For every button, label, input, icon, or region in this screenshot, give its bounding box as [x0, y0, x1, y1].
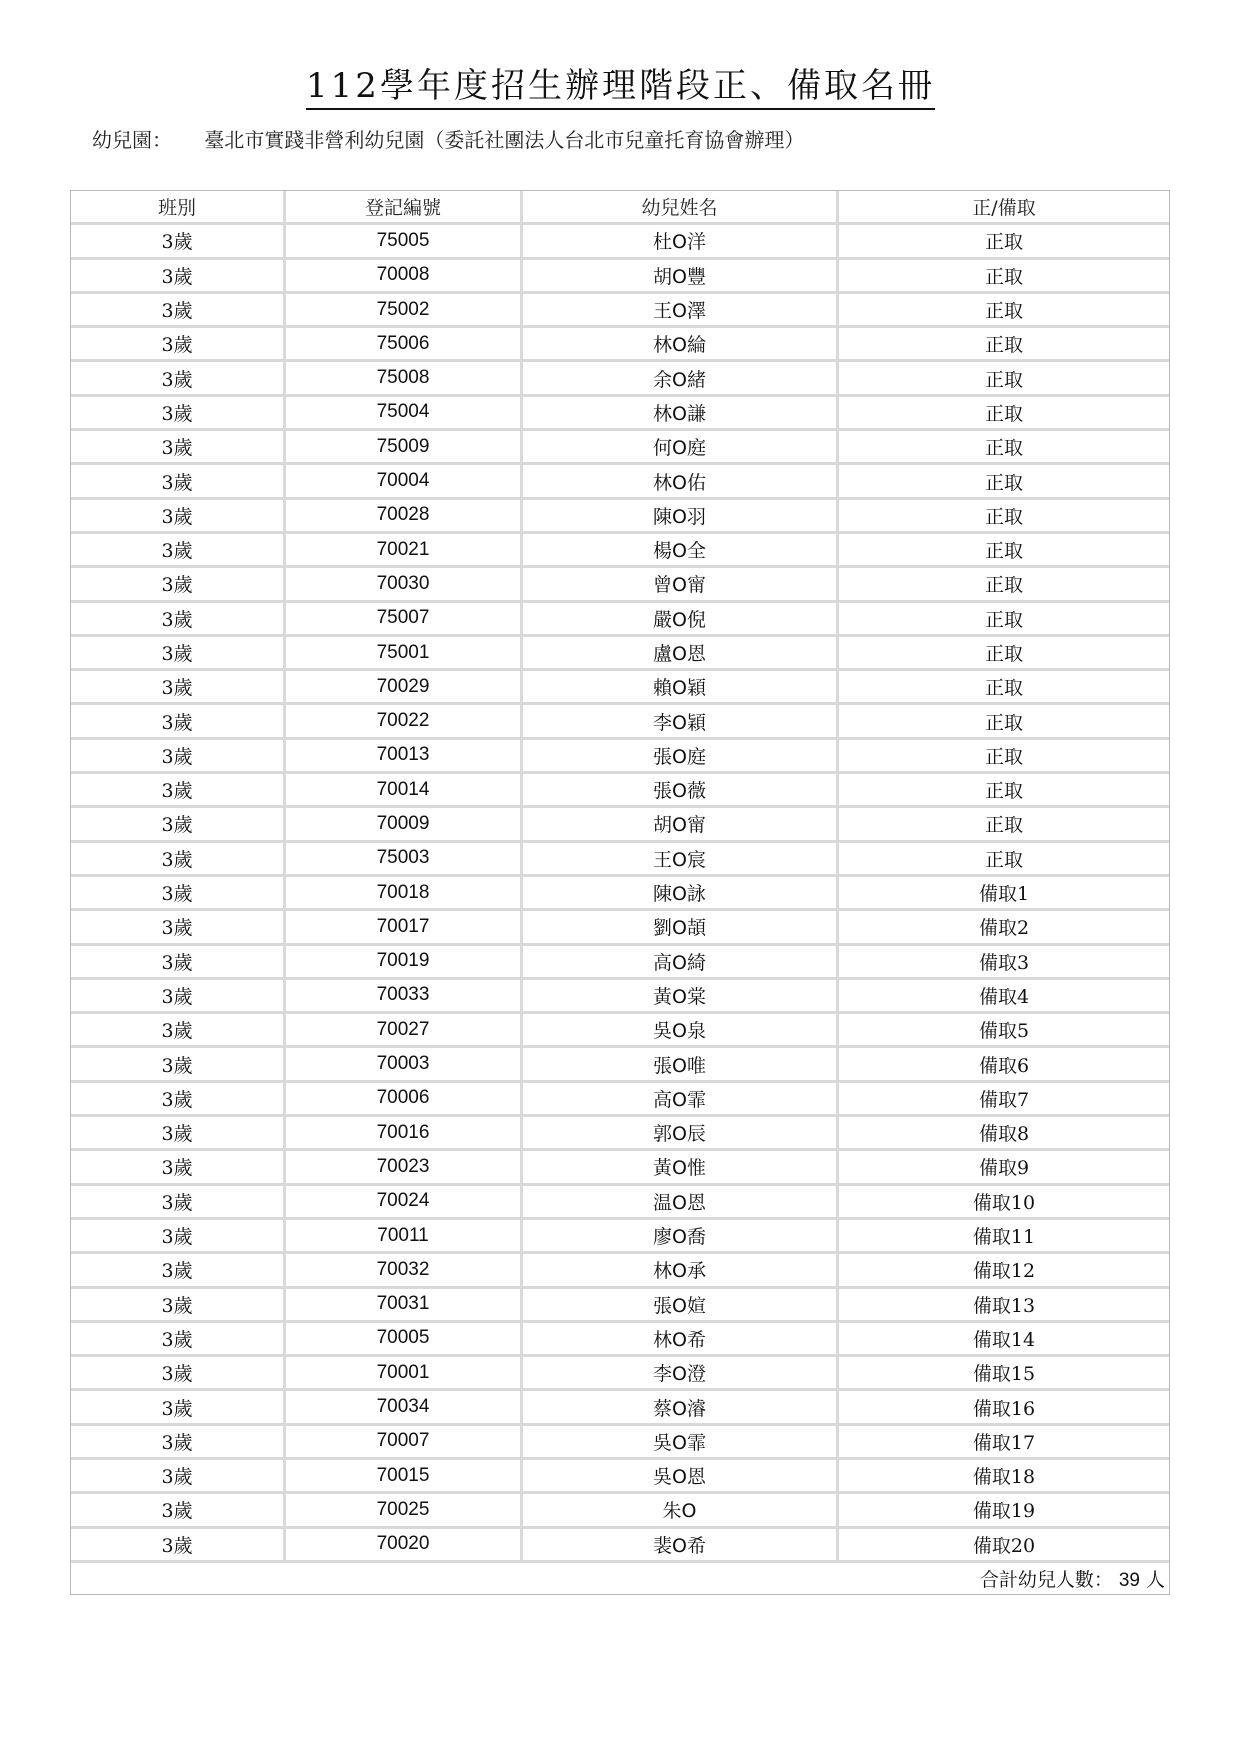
table-row — [71, 1083, 1169, 1117]
total-row — [71, 1563, 1169, 1594]
class-cell: 3歲 — [71, 1494, 286, 1528]
reg-no-cell: 70020 — [286, 1529, 523, 1563]
status-cell: 正取 — [839, 225, 1169, 259]
table-row — [71, 1048, 1169, 1082]
header-child-name: 幼兒姓名 — [523, 191, 839, 225]
reg-no-cell: 70018 — [286, 877, 523, 911]
class-cell: 3歲 — [71, 1048, 286, 1082]
table-row — [71, 1494, 1169, 1528]
total-cell — [71, 1563, 1169, 1594]
class-cell: 3歲 — [71, 1529, 286, 1563]
status-cell: 正取 — [839, 774, 1169, 808]
status-cell: 備取10 — [839, 1186, 1169, 1220]
status-cell: 備取9 — [839, 1151, 1169, 1185]
child-name-cell: 張O媗 — [523, 1289, 839, 1323]
class-cell: 3歲 — [71, 946, 286, 980]
table-row — [71, 671, 1169, 705]
table-row — [71, 1220, 1169, 1254]
status-cell: 正取 — [839, 465, 1169, 499]
child-name-cell: 賴O穎 — [523, 671, 839, 705]
status-cell: 正取 — [839, 260, 1169, 294]
table-row — [71, 603, 1169, 637]
status-cell: 正取 — [839, 568, 1169, 602]
child-name-cell: 廖O喬 — [523, 1220, 839, 1254]
class-cell: 3歲 — [71, 294, 286, 328]
reg-no-cell: 70009 — [286, 808, 523, 842]
status-cell: 正取 — [839, 397, 1169, 431]
reg-no-cell: 70019 — [286, 946, 523, 980]
child-name-cell: 劉O頡 — [523, 911, 839, 945]
table-row — [71, 980, 1169, 1014]
class-cell: 3歲 — [71, 843, 286, 877]
status-cell: 備取2 — [839, 911, 1169, 945]
child-name-cell: 胡O豐 — [523, 260, 839, 294]
status-cell: 備取4 — [839, 980, 1169, 1014]
reg-no-cell: 70004 — [286, 465, 523, 499]
reg-no-cell: 70021 — [286, 534, 523, 568]
child-name-cell: 林O謙 — [523, 397, 839, 431]
reg-no-cell: 70025 — [286, 1494, 523, 1528]
child-name-cell: 林O綸 — [523, 328, 839, 362]
reg-no-cell: 70015 — [286, 1460, 523, 1494]
class-cell: 3歲 — [71, 671, 286, 705]
class-cell: 3歲 — [71, 1460, 286, 1494]
table-row — [71, 1357, 1169, 1391]
reg-no-cell: 70034 — [286, 1391, 523, 1425]
reg-no-cell: 70029 — [286, 671, 523, 705]
status-cell: 備取1 — [839, 877, 1169, 911]
table-row — [71, 225, 1169, 259]
school-label: 幼兒園： — [92, 128, 172, 152]
status-cell: 備取11 — [839, 1220, 1169, 1254]
class-cell: 3歲 — [71, 1323, 286, 1357]
school-name: 臺北市實踐非營利幼兒園（委託社團法人台北市兒童托育協會辦理） — [204, 128, 805, 152]
child-name-cell: 林O承 — [523, 1254, 839, 1288]
class-cell: 3歲 — [71, 465, 286, 499]
class-cell: 3歲 — [71, 1426, 286, 1460]
reg-no-cell: 70017 — [286, 911, 523, 945]
child-name-cell: 黃O棠 — [523, 980, 839, 1014]
total-unit: 人 — [1145, 1569, 1165, 1592]
status-cell: 備取8 — [839, 1117, 1169, 1151]
child-name-cell: 何O庭 — [523, 431, 839, 465]
reg-no-cell: 70014 — [286, 774, 523, 808]
class-cell: 3歲 — [71, 1186, 286, 1220]
reg-no-cell: 70001 — [286, 1357, 523, 1391]
status-cell: 備取12 — [839, 1254, 1169, 1288]
status-cell: 正取 — [839, 362, 1169, 396]
reg-no-cell: 70023 — [286, 1151, 523, 1185]
reg-no-cell: 70016 — [286, 1117, 523, 1151]
table-row — [71, 1117, 1169, 1151]
table-row — [71, 1186, 1169, 1220]
class-cell: 3歲 — [71, 1220, 286, 1254]
child-name-cell: 余O緒 — [523, 362, 839, 396]
reg-no-cell: 70028 — [286, 500, 523, 534]
status-cell: 備取3 — [839, 946, 1169, 980]
class-cell: 3歲 — [71, 1083, 286, 1117]
school-line — [92, 124, 804, 153]
status-cell: 備取17 — [839, 1426, 1169, 1460]
child-name-cell: 曾O甯 — [523, 568, 839, 602]
table-row — [71, 465, 1169, 499]
table-row — [71, 362, 1169, 396]
table-row — [71, 1391, 1169, 1425]
class-cell: 3歲 — [71, 1289, 286, 1323]
reg-no-cell: 75003 — [286, 843, 523, 877]
class-cell: 3歲 — [71, 500, 286, 534]
class-cell: 3歲 — [71, 808, 286, 842]
reg-no-cell: 75001 — [286, 637, 523, 671]
status-cell: 正取 — [839, 705, 1169, 739]
reg-no-cell: 75002 — [286, 294, 523, 328]
reg-no-cell: 70006 — [286, 1083, 523, 1117]
status-cell: 正取 — [839, 500, 1169, 534]
table-row — [71, 1289, 1169, 1323]
reg-no-cell: 70031 — [286, 1289, 523, 1323]
reg-no-cell: 75007 — [286, 603, 523, 637]
child-name-cell: 杜O洋 — [523, 225, 839, 259]
child-name-cell: 張O薇 — [523, 774, 839, 808]
status-cell: 正取 — [839, 603, 1169, 637]
status-cell: 備取7 — [839, 1083, 1169, 1117]
reg-no-cell: 70013 — [286, 740, 523, 774]
reg-no-cell: 70003 — [286, 1048, 523, 1082]
status-cell: 備取5 — [839, 1014, 1169, 1048]
table-row — [71, 260, 1169, 294]
child-name-cell: 蔡O濬 — [523, 1391, 839, 1425]
status-cell: 備取18 — [839, 1460, 1169, 1494]
class-cell: 3歲 — [71, 534, 286, 568]
header-reg-no: 登記編號 — [286, 191, 523, 225]
reg-no-cell: 75009 — [286, 431, 523, 465]
table-row — [71, 534, 1169, 568]
child-name-cell: 高O綺 — [523, 946, 839, 980]
class-cell: 3歲 — [71, 1014, 286, 1048]
table-row — [71, 1529, 1169, 1563]
status-cell: 正取 — [839, 740, 1169, 774]
class-cell: 3歲 — [71, 1254, 286, 1288]
child-name-cell: 朱O — [523, 1494, 839, 1528]
class-cell: 3歲 — [71, 568, 286, 602]
status-cell: 正取 — [839, 294, 1169, 328]
reg-no-cell: 70030 — [286, 568, 523, 602]
reg-no-cell: 70032 — [286, 1254, 523, 1288]
child-name-cell: 林O希 — [523, 1323, 839, 1357]
child-name-cell: 嚴O倪 — [523, 603, 839, 637]
reg-no-cell: 75005 — [286, 225, 523, 259]
table-row — [71, 808, 1169, 842]
reg-no-cell: 75008 — [286, 362, 523, 396]
table-row — [71, 328, 1169, 362]
status-cell: 正取 — [839, 431, 1169, 465]
class-cell: 3歲 — [71, 1151, 286, 1185]
document-title: 112學年度招生辦理階段正、備取名冊 — [0, 58, 1241, 107]
table-row — [71, 431, 1169, 465]
child-name-cell: 張O唯 — [523, 1048, 839, 1082]
class-cell: 3歲 — [71, 911, 286, 945]
roster-table — [70, 190, 1170, 1595]
total-count: 39 — [1118, 1570, 1140, 1592]
child-name-cell: 黃O惟 — [523, 1151, 839, 1185]
child-name-cell: 温O恩 — [523, 1186, 839, 1220]
child-name-cell: 李O穎 — [523, 705, 839, 739]
header-status: 正/備取 — [839, 191, 1169, 225]
child-name-cell: 吳O泉 — [523, 1014, 839, 1048]
table-row — [71, 637, 1169, 671]
child-name-cell: 高O霏 — [523, 1083, 839, 1117]
status-cell: 備取15 — [839, 1357, 1169, 1391]
reg-no-cell: 70005 — [286, 1323, 523, 1357]
reg-no-cell: 70011 — [286, 1220, 523, 1254]
reg-no-cell: 75004 — [286, 397, 523, 431]
table-row — [71, 877, 1169, 911]
table-row — [71, 843, 1169, 877]
child-name-cell: 王O澤 — [523, 294, 839, 328]
status-cell: 正取 — [839, 328, 1169, 362]
status-cell: 正取 — [839, 808, 1169, 842]
status-cell: 備取19 — [839, 1494, 1169, 1528]
status-cell: 正取 — [839, 671, 1169, 705]
table-row — [71, 1460, 1169, 1494]
status-cell: 備取13 — [839, 1289, 1169, 1323]
table-row — [71, 1323, 1169, 1357]
table-row — [71, 911, 1169, 945]
reg-no-cell: 70033 — [286, 980, 523, 1014]
class-cell: 3歲 — [71, 260, 286, 294]
child-name-cell: 楊O全 — [523, 534, 839, 568]
child-name-cell: 林O佑 — [523, 465, 839, 499]
reg-no-cell: 70007 — [286, 1426, 523, 1460]
table-row — [71, 946, 1169, 980]
table-row — [71, 500, 1169, 534]
class-cell: 3歲 — [71, 397, 286, 431]
class-cell: 3歲 — [71, 740, 286, 774]
class-cell: 3歲 — [71, 328, 286, 362]
total-label: 合計幼兒人數： — [979, 1569, 1113, 1592]
status-cell: 正取 — [839, 534, 1169, 568]
table-row — [71, 568, 1169, 602]
child-name-cell: 陳O羽 — [523, 500, 839, 534]
reg-no-cell: 70022 — [286, 705, 523, 739]
table-row — [71, 1426, 1169, 1460]
status-cell: 備取16 — [839, 1391, 1169, 1425]
class-cell: 3歲 — [71, 431, 286, 465]
status-cell: 正取 — [839, 637, 1169, 671]
status-cell: 備取6 — [839, 1048, 1169, 1082]
class-cell: 3歲 — [71, 603, 286, 637]
reg-no-cell: 70024 — [286, 1186, 523, 1220]
table-row — [71, 397, 1169, 431]
child-name-cell: 吳O恩 — [523, 1460, 839, 1494]
child-name-cell: 張O庭 — [523, 740, 839, 774]
child-name-cell: 裴O希 — [523, 1529, 839, 1563]
class-cell: 3歲 — [71, 1357, 286, 1391]
table-row — [71, 705, 1169, 739]
class-cell: 3歲 — [71, 980, 286, 1014]
table-row — [71, 1014, 1169, 1048]
class-cell: 3歲 — [71, 225, 286, 259]
status-cell: 備取14 — [839, 1323, 1169, 1357]
class-cell: 3歲 — [71, 877, 286, 911]
class-cell: 3歲 — [71, 1117, 286, 1151]
class-cell: 3歲 — [71, 774, 286, 808]
status-cell: 備取20 — [839, 1529, 1169, 1563]
header-class: 班別 — [71, 191, 286, 225]
reg-no-cell: 70027 — [286, 1014, 523, 1048]
status-cell: 正取 — [839, 843, 1169, 877]
class-cell: 3歲 — [71, 1391, 286, 1425]
roster-body — [71, 225, 1169, 1563]
table-row — [71, 1151, 1169, 1185]
table-row — [71, 294, 1169, 328]
class-cell: 3歲 — [71, 637, 286, 671]
child-name-cell: 王O宸 — [523, 843, 839, 877]
child-name-cell: 李O澄 — [523, 1357, 839, 1391]
child-name-cell: 盧O恩 — [523, 637, 839, 671]
child-name-cell: 吳O霏 — [523, 1426, 839, 1460]
table-row — [71, 774, 1169, 808]
child-name-cell: 陳O詠 — [523, 877, 839, 911]
child-name-cell: 胡O甯 — [523, 808, 839, 842]
class-cell: 3歲 — [71, 362, 286, 396]
class-cell: 3歲 — [71, 705, 286, 739]
table-row — [71, 740, 1169, 774]
reg-no-cell: 75006 — [286, 328, 523, 362]
child-name-cell: 郭O辰 — [523, 1117, 839, 1151]
table-row — [71, 1254, 1169, 1288]
header-row — [71, 191, 1169, 225]
reg-no-cell: 70008 — [286, 260, 523, 294]
